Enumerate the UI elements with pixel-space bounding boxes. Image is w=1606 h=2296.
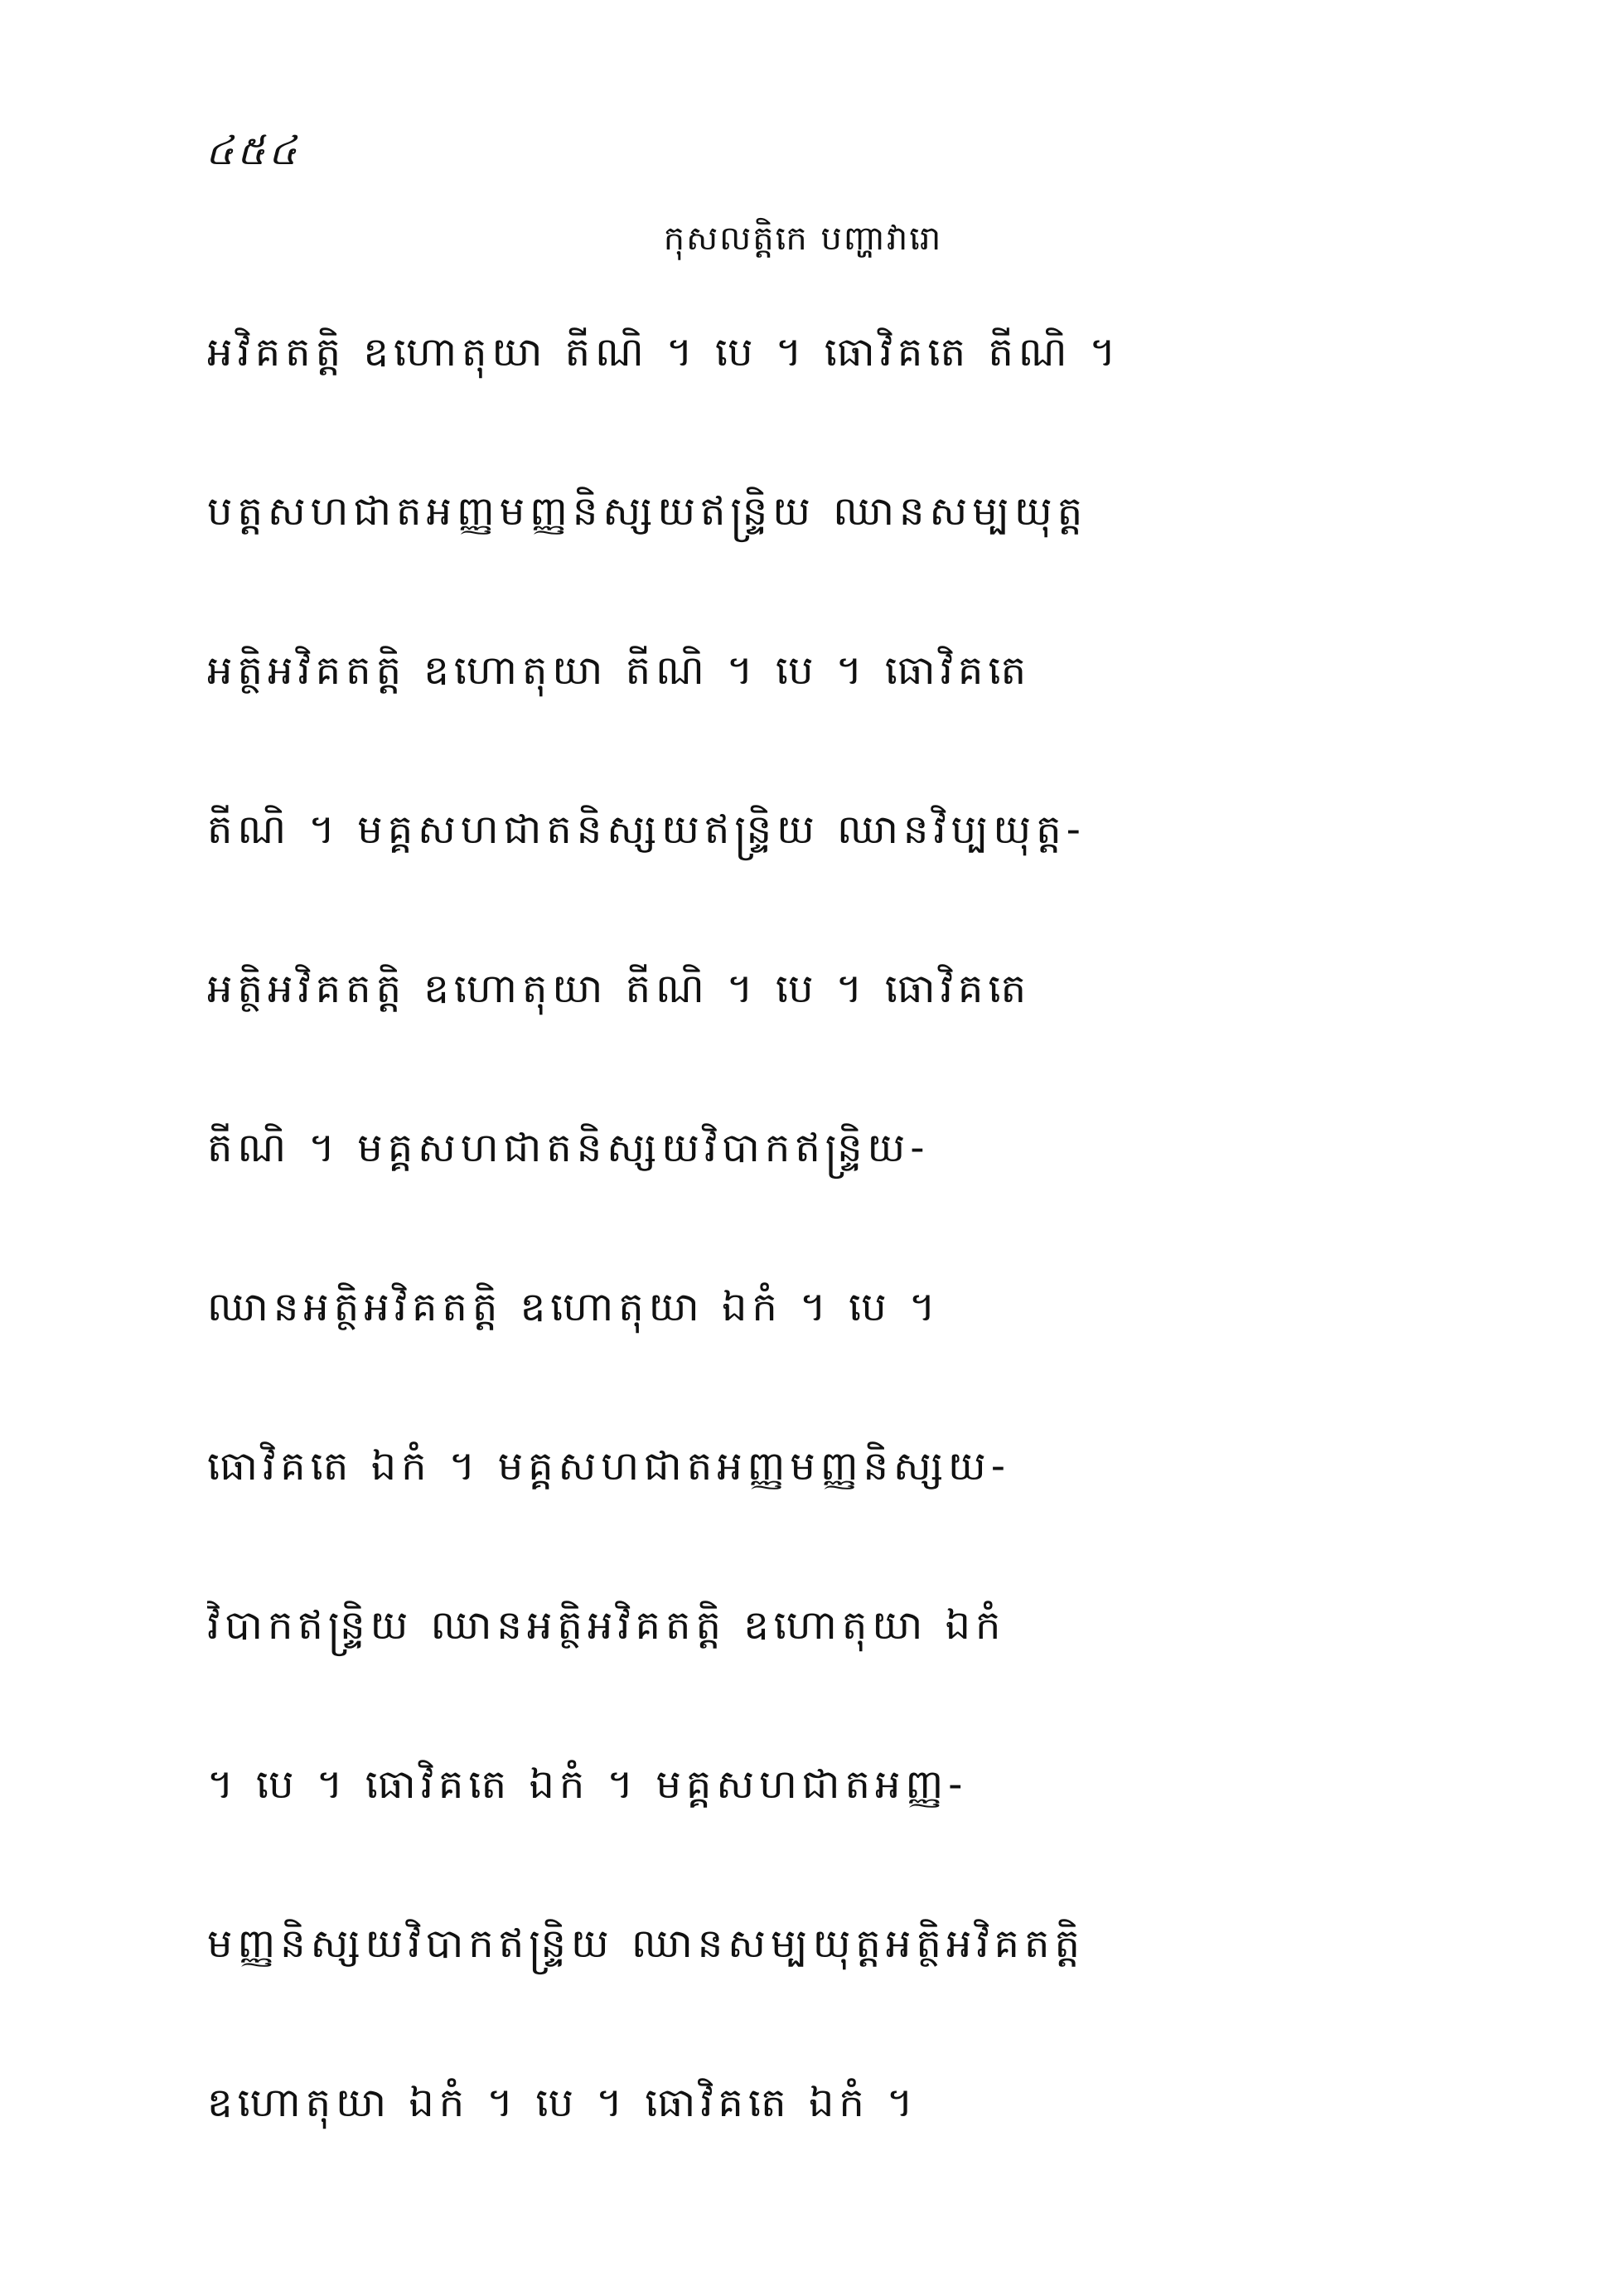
text-line-3: អត្ថិអវិគតត្តិ ឧហោតុយា តីណិ ។ បេ ។ ធោវិគតេ bbox=[207, 647, 1032, 694]
text-line-11: មញ្ញនិស្សយវិបាកឥន្ទ្រិយ ឈានសម្បយុត្តអត្ថិអវិគតត្តិ bbox=[207, 1921, 1085, 1967]
text-line-7: ឈានអត្ថិអវិគតត្តិ ឧហោតុយា ឯកំ ។ បេ ។ bbox=[207, 1284, 941, 1330]
text-line-1: អវិគតត្តិ ឧហោតុយា តីណិ ។ បេ ។ ធោវិគតេ តីណិ ។ bbox=[207, 329, 1121, 375]
text-line-2: បត្តសហជាតអញ្ញមញ្ញនិស្សយឥន្ទ្រិយ ឈានសម្បយុត្ត bbox=[207, 488, 1088, 535]
text-line-4: តីណិ ។ មគ្គសហជាតនិស្សយឥន្ទ្រិយ ឈានវិប្បយុត្ត- bbox=[207, 807, 1086, 853]
text-line-8: ធោវិគតេ ឯកំ ។ មគ្គសហជាតអញ្ញមញ្ញនិស្សយ- bbox=[207, 1443, 1011, 1489]
text-line-12: ឧហោតុយា ឯកំ ។ បេ ។ ធោវិគតេ ឯកំ ។ bbox=[207, 2080, 918, 2126]
body-text bbox=[207, 319, 1318, 2229]
text-line-6: តីណិ ។ មគ្គសហជាតនិស្សយវិបាកឥន្ទ្រិយ- bbox=[207, 1125, 930, 1171]
text-line-9: វិបាកឥន្ទ្រិយ ឈានអត្ថិអវិគតត្តិ ឧហោតុយា ឯកំ bbox=[207, 1602, 1006, 1649]
text-line-5: អត្ថិអវិគតត្តិ ឧហោតុយា តីណិ ។ បេ ។ ធោវិគតេ bbox=[207, 966, 1032, 1012]
page-number: ៤៥៤ bbox=[206, 128, 300, 174]
text-line-10: ។ បេ ។ ធោវិគតេ ឯកំ ។ មគ្គសហជាតអញ្ញ- bbox=[207, 1761, 968, 1808]
running-head: កុសលត្តិកេ បញ្ហាវារោ bbox=[663, 220, 943, 258]
